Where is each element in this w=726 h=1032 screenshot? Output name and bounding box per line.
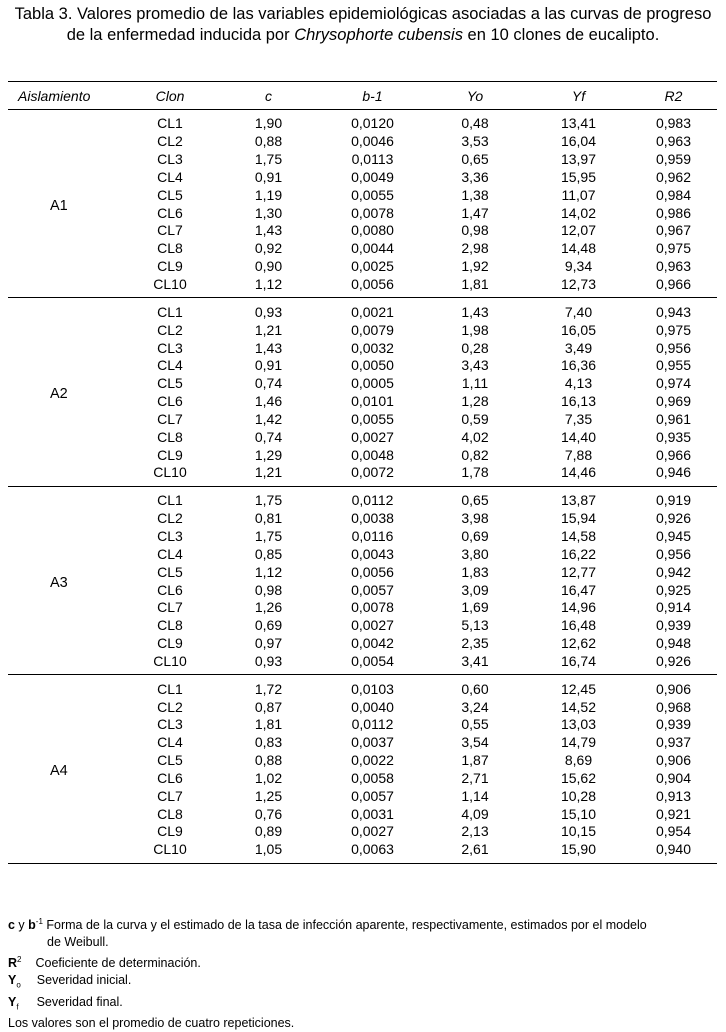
r2-cell: 0,963 <box>655 258 692 275</box>
yo-cell: 1,11 <box>461 375 489 392</box>
clone-cell: CL10 <box>125 464 215 486</box>
b-cell: 0,0112 <box>351 716 394 733</box>
r2-cell: 0,919 <box>655 492 692 509</box>
clone-cell: CL9 <box>157 823 183 840</box>
yf-cell: 15,94 <box>560 510 597 527</box>
b-cell: 0,0025 <box>351 258 394 275</box>
c-cell: 1,81 <box>254 716 283 733</box>
yf-cell: 16,13 <box>560 393 597 410</box>
footnote-key-yf: Y <box>8 994 17 1009</box>
footnote-key-c: c <box>8 918 15 933</box>
clone-cell: CL9 <box>157 446 183 463</box>
yf-cell: 14,96 <box>560 599 597 616</box>
b-cell: 0,0021 <box>351 303 394 320</box>
b-cell: 0,0044 <box>351 240 394 257</box>
c-cell: 1,21 <box>254 321 283 338</box>
b-cell: 0,0043 <box>351 545 394 562</box>
c-cell: 1,42 <box>254 410 283 427</box>
yo-cell: 1,81 <box>423 276 527 298</box>
col-header-c: c <box>215 82 322 110</box>
r2-cell: 0,962 <box>655 168 692 185</box>
yf-cell: 16,22 <box>560 545 597 562</box>
clone-cell: CL2 <box>157 321 183 338</box>
yo-cell: 1,14 <box>461 787 489 804</box>
r2-cell: 0,943 <box>655 303 692 320</box>
b-cell: 0,0031 <box>351 805 394 822</box>
r2-cell: 0,904 <box>655 769 692 786</box>
isolate-cell: A2 <box>8 298 125 486</box>
yo-cell: 1,38 <box>461 186 489 203</box>
yf-cell: 13,41 <box>560 115 597 132</box>
clone-cell: CL7 <box>157 787 183 804</box>
clone-cell: CL8 <box>157 428 183 445</box>
footnote-r2 <box>8 951 720 972</box>
r2-cell: 0,948 <box>655 635 692 652</box>
yo-cell: 3,98 <box>461 510 489 527</box>
c-cell: 0,97 <box>254 635 283 652</box>
yf-cell: 13,97 <box>560 151 597 168</box>
footnote-key-yo-sub: o <box>16 980 21 990</box>
footnote-key-yo: Y <box>8 973 17 988</box>
yf-cell: 11,07 <box>561 186 596 203</box>
caption-suffix: en 10 clones de eucalipto. <box>462 26 660 44</box>
yo-cell: 0,65 <box>461 492 489 509</box>
clone-cell: CL3 <box>157 151 183 168</box>
footnote-cb-text: Forma de la curva y el estimado de la tasa de infección aparente, respectivamente, estimados por el modelo <box>42 918 647 933</box>
r2-cell: 0,975 <box>655 321 692 338</box>
b-cell: 0,0058 <box>351 769 394 786</box>
yf-cell: 4,13 <box>564 375 593 392</box>
c-cell: 1,43 <box>254 222 283 239</box>
yf-cell: 12,45 <box>560 680 597 697</box>
yo-cell: 1,69 <box>461 599 489 616</box>
yo-cell: 0,55 <box>461 716 489 733</box>
yo-cell: 0,60 <box>461 680 489 697</box>
data-table <box>8 81 717 864</box>
yf-cell: 10,28 <box>560 787 597 804</box>
yo-cell: 3,53 <box>461 133 489 150</box>
c-cell: 1,30 <box>254 204 283 221</box>
yo-cell: 1,92 <box>461 258 489 275</box>
clone-cell: CL10 <box>125 276 215 298</box>
clone-cell: CL3 <box>157 339 183 356</box>
c-cell: 0,88 <box>254 752 283 769</box>
b-cell: 0,0057 <box>351 581 394 598</box>
yo-cell: 1,78 <box>423 464 527 486</box>
r2-cell: 0,959 <box>655 151 692 168</box>
yf-cell: 14,02 <box>560 204 597 221</box>
yf-cell: 7,40 <box>564 303 593 320</box>
yf-cell: 12,07 <box>560 222 597 239</box>
clone-cell: CL2 <box>157 698 183 715</box>
c-cell: 1,75 <box>254 492 283 509</box>
clone-cell: CL10 <box>125 841 215 863</box>
yf-cell: 14,58 <box>560 527 597 544</box>
yo-cell: 1,83 <box>461 563 489 580</box>
r2-cell: 0,926 <box>630 652 717 674</box>
yo-cell: 0,28 <box>461 339 489 356</box>
clone-cell: CL4 <box>157 168 183 185</box>
clone-cell: CL4 <box>157 357 183 374</box>
b-cell: 0,0116 <box>351 527 394 544</box>
r2-cell: 0,984 <box>655 186 692 203</box>
footnote-key-r-sup: 2 <box>17 955 22 965</box>
r2-cell: 0,906 <box>655 680 692 697</box>
b-cell: 0,0027 <box>351 617 394 634</box>
r2-cell: 0,926 <box>655 510 692 527</box>
clone-cell: CL5 <box>157 752 183 769</box>
yo-cell: 3,36 <box>461 168 489 185</box>
r2-cell: 0,956 <box>655 339 692 356</box>
b-cell: 0,0042 <box>351 635 394 652</box>
r2-cell: 0,939 <box>655 716 692 733</box>
b-cell: 0,0063 <box>322 841 423 863</box>
footnote-key-b-sup: -1 <box>35 917 43 926</box>
yf-cell: 7,35 <box>564 410 593 427</box>
b-cell: 0,0120 <box>351 115 394 132</box>
r2-cell: 0,969 <box>655 393 692 410</box>
c-cell: 1,46 <box>254 393 283 410</box>
b-cell: 0,0027 <box>351 428 394 445</box>
clone-cell: CL4 <box>157 545 183 562</box>
yf-cell: 16,74 <box>527 652 630 674</box>
c-cell: 1,90 <box>254 115 283 132</box>
b-cell: 0,0032 <box>351 339 394 356</box>
isolate-cell: A4 <box>8 675 125 863</box>
r2-cell: 0,967 <box>655 222 692 239</box>
b-cell: 0,0078 <box>351 204 394 221</box>
clone-cell: CL5 <box>157 563 183 580</box>
yo-cell: 2,13 <box>461 823 489 840</box>
r2-cell: 0,975 <box>655 240 692 257</box>
yf-cell: 15,90 <box>527 841 630 863</box>
yo-cell: 0,48 <box>461 115 489 132</box>
b-cell: 0,0022 <box>351 752 394 769</box>
clone-cell: CL5 <box>157 375 183 392</box>
clone-cell: CL3 <box>157 716 183 733</box>
footnote-key-and: y <box>14 918 29 933</box>
table-row <box>8 110 717 133</box>
r2-cell: 0,986 <box>655 204 692 221</box>
r2-cell: 0,963 <box>655 133 692 150</box>
c-cell: 1,75 <box>254 151 283 168</box>
b-cell: 0,0027 <box>351 823 394 840</box>
r2-cell: 0,925 <box>655 581 692 598</box>
col-header-b: b-1 <box>322 82 423 110</box>
b-cell: 0,0103 <box>351 680 394 697</box>
footnote-cb <box>8 913 720 934</box>
r2-cell: 0,974 <box>655 375 692 392</box>
c-cell: 1,25 <box>254 787 283 804</box>
clone-cell: CL2 <box>157 510 183 527</box>
c-cell: 0,74 <box>254 375 283 392</box>
clone-cell: CL10 <box>125 652 215 674</box>
c-cell: 0,91 <box>254 168 283 185</box>
table-caption <box>8 4 718 46</box>
r2-cell: 0,906 <box>655 752 692 769</box>
yo-cell: 0,98 <box>461 222 489 239</box>
c-cell: 1,43 <box>254 339 283 356</box>
yf-cell: 7,88 <box>564 446 593 463</box>
footnote-key-r: R <box>8 956 18 971</box>
clone-cell: CL3 <box>157 527 183 544</box>
c-cell: 1,12 <box>254 563 283 580</box>
r2-cell: 0,956 <box>655 545 692 562</box>
yo-cell: 4,02 <box>461 428 489 445</box>
c-cell: 1,21 <box>215 464 322 486</box>
clone-cell: CL1 <box>157 115 183 132</box>
yo-cell: 1,43 <box>461 303 489 320</box>
r2-cell: 0,914 <box>655 599 692 616</box>
clone-cell: CL6 <box>157 769 183 786</box>
yf-cell: 12,77 <box>560 563 597 580</box>
c-cell: 0,74 <box>254 428 283 445</box>
yf-cell: 16,47 <box>560 581 597 598</box>
clone-cell: CL6 <box>157 393 183 410</box>
yf-cell: 15,95 <box>560 168 597 185</box>
yo-cell: 3,43 <box>461 357 489 374</box>
yo-cell: 2,35 <box>461 635 489 652</box>
c-cell: 0,88 <box>254 133 283 150</box>
r2-cell: 0,954 <box>655 823 692 840</box>
c-cell: 0,76 <box>254 805 283 822</box>
yo-cell: 3,09 <box>461 581 489 598</box>
b-cell: 0,0046 <box>351 133 394 150</box>
table-body <box>8 110 717 864</box>
c-cell: 0,81 <box>254 510 283 527</box>
yo-cell: 1,87 <box>461 752 489 769</box>
c-cell: 0,93 <box>215 652 322 674</box>
c-cell: 0,92 <box>254 240 283 257</box>
clone-cell: CL7 <box>157 410 183 427</box>
c-cell: 1,12 <box>215 276 322 298</box>
col-header-isolate: Aislamiento <box>8 82 125 110</box>
footnote-note: Los valores son el promedio de cuatro repeticiones. <box>8 1016 295 1031</box>
footnote-yo-text: Severidad inicial. <box>36 973 132 988</box>
c-cell: 0,87 <box>254 698 283 715</box>
yo-cell: 1,28 <box>461 393 489 410</box>
yf-cell: 14,79 <box>560 734 597 751</box>
clone-cell: CL7 <box>157 599 183 616</box>
col-header-yo: Yo <box>423 82 527 110</box>
r2-cell: 0,921 <box>655 805 692 822</box>
clone-cell: CL8 <box>157 240 183 257</box>
caption-species: Chrysophorte cubensis <box>294 26 463 44</box>
b-cell: 0,0057 <box>351 787 394 804</box>
b-cell: 0,0049 <box>351 168 394 185</box>
yf-cell: 15,10 <box>560 805 597 822</box>
yf-cell: 15,62 <box>560 769 597 786</box>
yo-cell: 1,47 <box>461 204 489 221</box>
r2-cell: 0,937 <box>655 734 692 751</box>
yf-cell: 3,49 <box>564 339 593 356</box>
clone-cell: CL1 <box>157 680 183 697</box>
b-cell: 0,0055 <box>351 410 394 427</box>
b-cell: 0,0054 <box>322 652 423 674</box>
b-cell: 0,0048 <box>351 446 394 463</box>
yf-cell: 14,46 <box>527 464 630 486</box>
yo-cell: 0,69 <box>461 527 489 544</box>
footnote-cb-cont: de Weibull. <box>47 935 109 950</box>
yo-cell: 0,59 <box>461 410 489 427</box>
c-cell: 1,72 <box>254 680 283 697</box>
c-cell: 1,05 <box>215 841 322 863</box>
r2-cell: 0,913 <box>655 787 692 804</box>
yo-cell: 2,98 <box>461 240 489 257</box>
yf-cell: 14,52 <box>560 698 597 715</box>
yo-cell: 4,09 <box>461 805 489 822</box>
c-cell: 0,93 <box>254 303 283 320</box>
yo-cell: 3,54 <box>461 734 489 751</box>
table-row <box>8 486 717 509</box>
yf-cell: 8,69 <box>564 752 593 769</box>
yf-cell: 12,62 <box>560 635 597 652</box>
col-header-r2: R2 <box>630 82 717 110</box>
clone-cell: CL9 <box>157 635 183 652</box>
yf-cell: 16,05 <box>560 321 597 338</box>
b-cell: 0,0005 <box>351 375 394 392</box>
b-cell: 0,0112 <box>351 492 394 509</box>
table-row <box>8 298 717 321</box>
clone-cell: CL1 <box>157 303 183 320</box>
table-row <box>8 675 717 698</box>
yo-cell: 0,65 <box>461 151 489 168</box>
yo-cell: 3,24 <box>461 698 489 715</box>
b-cell: 0,0037 <box>351 734 394 751</box>
yf-cell: 13,03 <box>560 716 597 733</box>
b-cell: 0,0113 <box>351 151 394 168</box>
footnote-key-b: b <box>28 918 36 933</box>
c-cell: 0,83 <box>254 734 283 751</box>
b-cell: 0,0078 <box>351 599 394 616</box>
r2-cell: 0,940 <box>630 841 717 863</box>
clone-cell: CL6 <box>157 204 183 221</box>
r2-cell: 0,939 <box>655 617 692 634</box>
r2-cell: 0,935 <box>655 428 692 445</box>
r2-cell: 0,968 <box>655 698 692 715</box>
c-cell: 0,89 <box>254 823 283 840</box>
c-cell: 1,75 <box>254 527 283 544</box>
c-cell: 0,69 <box>254 617 283 634</box>
r2-cell: 0,983 <box>655 115 692 132</box>
r2-cell: 0,966 <box>655 446 692 463</box>
yo-cell: 1,98 <box>461 321 489 338</box>
c-cell: 0,90 <box>254 258 283 275</box>
r2-cell: 0,955 <box>655 357 692 374</box>
yf-cell: 16,48 <box>560 617 597 634</box>
col-header-clone: Clon <box>125 82 215 110</box>
yf-cell: 10,15 <box>560 823 597 840</box>
c-cell: 1,19 <box>254 186 283 203</box>
yf-cell: 13,87 <box>560 492 597 509</box>
clone-cell: CL8 <box>157 805 183 822</box>
footnote-yf-text: Severidad final. <box>36 994 123 1009</box>
r2-cell: 0,946 <box>630 464 717 486</box>
b-cell: 0,0072 <box>322 464 423 486</box>
yo-cell: 3,80 <box>461 545 489 562</box>
clone-cell: CL5 <box>157 186 183 203</box>
clone-cell: CL8 <box>157 617 183 634</box>
yf-cell: 16,04 <box>560 133 597 150</box>
b-cell: 0,0080 <box>351 222 394 239</box>
footnote-yo <box>8 972 720 994</box>
c-cell: 1,26 <box>254 599 283 616</box>
header-row <box>8 82 717 110</box>
c-cell: 1,02 <box>254 769 283 786</box>
r2-cell: 0,945 <box>655 527 692 544</box>
clone-cell: CL1 <box>157 492 183 509</box>
footnote-key-yf-sub: f <box>16 1002 19 1012</box>
yo-cell: 2,61 <box>423 841 527 863</box>
clone-cell: CL7 <box>157 222 183 239</box>
clone-cell: CL2 <box>157 133 183 150</box>
yo-cell: 3,41 <box>423 652 527 674</box>
isolate-cell: A3 <box>8 486 125 674</box>
clone-cell: CL9 <box>157 258 183 275</box>
c-cell: 1,29 <box>254 446 283 463</box>
caption-prefix: Tabla 3. Valores promedio de las variables epidemiológicas asociadas a las curvas de progreso de la enfermedad inducida por <box>14 5 712 44</box>
yo-cell: 2,71 <box>461 769 489 786</box>
isolate-cell: A1 <box>8 110 125 298</box>
r2-cell: 0,942 <box>655 563 692 580</box>
c-cell: 0,91 <box>254 357 283 374</box>
clone-cell: CL6 <box>157 581 183 598</box>
r2-cell: 0,966 <box>630 276 717 298</box>
b-cell: 0,0056 <box>322 276 423 298</box>
b-cell: 0,0079 <box>351 321 394 338</box>
clone-cell: CL4 <box>157 734 183 751</box>
b-cell: 0,0055 <box>351 186 394 203</box>
b-cell: 0,0050 <box>351 357 394 374</box>
footnote-yf <box>8 994 720 1016</box>
b-cell: 0,0056 <box>351 563 394 580</box>
yo-cell: 0,82 <box>461 446 489 463</box>
c-cell: 0,98 <box>254 581 283 598</box>
col-header-yf: Yf <box>527 82 630 110</box>
yf-cell: 14,40 <box>560 428 597 445</box>
yf-cell: 14,48 <box>560 240 597 257</box>
b-cell: 0,0040 <box>351 698 394 715</box>
yf-cell: 12,73 <box>527 276 630 298</box>
b-cell: 0,0101 <box>351 393 394 410</box>
yo-cell: 5,13 <box>461 617 489 634</box>
yf-cell: 9,34 <box>564 258 593 275</box>
footnote-r2-text: Coeficiente de determinación. <box>35 956 201 971</box>
yf-cell: 16,36 <box>560 357 597 374</box>
c-cell: 0,85 <box>254 545 283 562</box>
footnotes <box>8 913 720 1032</box>
r2-cell: 0,961 <box>655 410 692 427</box>
b-cell: 0,0038 <box>351 510 394 527</box>
